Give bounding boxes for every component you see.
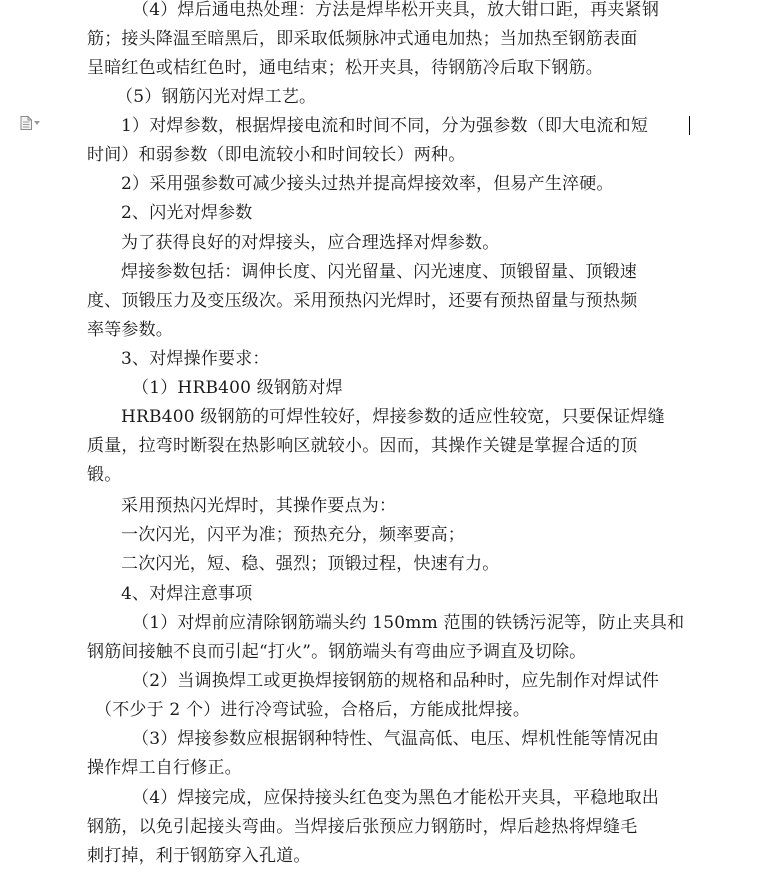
- section-heading: 4、对焊注意事项: [121, 584, 253, 604]
- text-line: 筋；接头降温至暗黑后，即采取低频脉冲式通电加热；当加热至钢筋表面: [87, 29, 638, 49]
- text-line: （3）焊接参数应根据钢种特性、气温高低、电压、焊机性能等情况由: [132, 729, 660, 749]
- text-line: （4）焊接完成，应保持接头红色变为黑色才能松开夹具，平稳地取出: [132, 788, 660, 808]
- text-line: 1）对焊参数，根据焊接电流和时间不同，分为强参数（即大电流和短: [121, 116, 649, 136]
- text-line: HRB400 级钢筋的可焊性较好，焊接参数的适应性较宽，只要保证焊缝: [121, 407, 665, 427]
- text-line: 率等参数。: [87, 320, 173, 340]
- text-line: （4）焊后通电热处理：方法是焊毕松开夹具，放大钳口距，再夹紧钢: [132, 0, 660, 20]
- text-line: 2）采用强参数可减少接头过热并提高焊接效率，但易产生淬硬。: [121, 174, 614, 194]
- section-heading: 2、闪光对焊参数: [121, 203, 253, 223]
- dropdown-arrow-icon: [34, 121, 40, 125]
- text-line: 一次闪光，闪平为准；预热充分，频率要高；: [121, 525, 465, 545]
- text-line: 时间）和弱参数（即电流较小和时间较长）两种。: [87, 145, 466, 165]
- text-line: （1）HRB400 级钢筋对焊: [132, 378, 343, 398]
- text-cursor: [689, 116, 690, 135]
- text-line: 为了获得良好的对焊接头，应合理选择对焊参数。: [121, 233, 500, 253]
- text-line: （1）对焊前应清除钢筋端头约 150mm 范围的铁锈污泥等，防止夹具和: [132, 613, 685, 633]
- text-line: 二次闪光，短、稳、强烈；顶锻过程，快速有力。: [121, 554, 500, 574]
- text-line: 刺打掉，利于钢筋穿入孔道。: [87, 846, 311, 866]
- text-line: （5）钢筋闪光对焊工艺。: [116, 87, 317, 107]
- document-options-icon[interactable]: [20, 116, 42, 130]
- text-line: 钢筋，以免引起接头弯曲。当焊接后张预应力钢筋时，焊后趁热将焊缝毛: [87, 817, 638, 837]
- text-line: 呈暗红色或桔红色时，通电结束；松开夹具，待钢筋冷后取下钢筋。: [87, 58, 603, 78]
- section-heading: 3、对焊操作要求：: [121, 349, 270, 369]
- text-line: （不少于 2 个）进行冷弯试验，合格后，方能成批焊接。: [95, 700, 531, 720]
- text-line: 质量，拉弯时断裂在热影响区就较小。因而，其操作关键是掌握合适的顶: [87, 436, 638, 456]
- text-line: 钢筋间接触不良而引起“打火”。钢筋端头有弯曲应予调直及切除。: [87, 642, 587, 662]
- text-line: 焊接参数包括：调伸长度、闪光留量、闪光速度、顶锻留量、顶锻速: [121, 262, 637, 282]
- text-line: （2）当调换焊工或更换焊接钢筋的规格和品种时，应先制作对焊试件: [132, 671, 660, 691]
- text-line: 采用预热闪光焊时，其操作要点为：: [121, 496, 397, 516]
- text-line: 操作焊工自行修正。: [87, 758, 242, 778]
- text-line: 度、顶锻压力及变压级次。采用预热闪光焊时，还要有预热留量与预热频: [87, 291, 638, 311]
- text-line: 锻。: [87, 465, 122, 485]
